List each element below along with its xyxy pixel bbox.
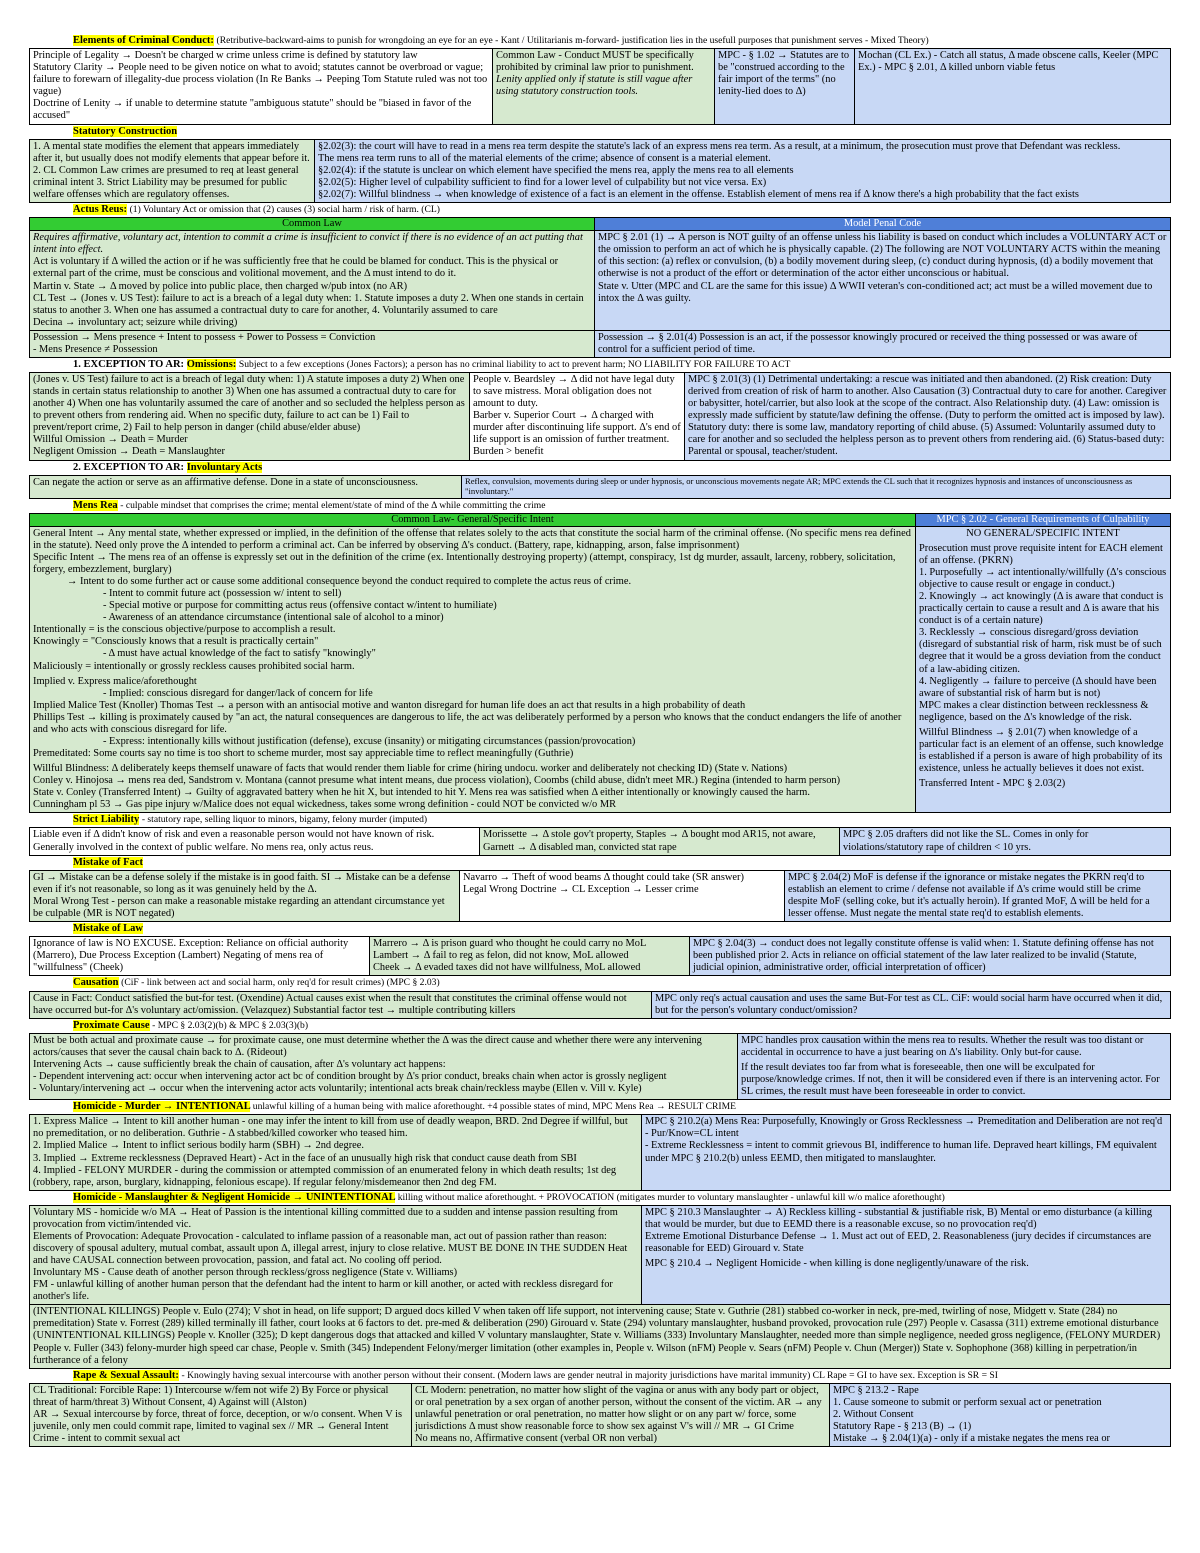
- causation-row: [29, 991, 1171, 1019]
- text-line: Navarro → Theft of wood beams Δ thought could take (SR answer): [463, 871, 744, 883]
- text-line: Knowingly = "Consciously knows that a result is practically certain": [33, 636, 319, 648]
- text-line: Moral Wrong Test - person can make a reasonable mistake regarding an attendant circumstance yet be culpable (MR is NOT negated): [33, 895, 445, 919]
- text-line: GI → Mistake can be a defense solely if the mistake is in good faith. SI → Mistake can be a defense even if it's not reasonable, so long as it was genuinely held by the Δ.: [33, 871, 451, 895]
- section-subtitle: Subject to a few exceptions (Jones Factors); a person has no criminal liability to act to prevent harm; NO LIABILITY FOR FAILURE TO ACT: [238, 358, 791, 370]
- section-header-causation: [29, 976, 1171, 990]
- text-line: Willful Omission → Death = Murder: [33, 434, 188, 446]
- text-line: 3. Recklessly → conscious disregard/gross deviation (disregard of substantial risk of harm, risk must be of such degree that it would be a gross deviation from the conduct of a law-abiding citizen.: [919, 627, 1162, 675]
- text-line: No means no, Affirmative consent (verbal OR non verbal): [415, 1433, 657, 1445]
- text-line: 1. Cause someone to submit or perform sexual act or penetration: [833, 1396, 1102, 1408]
- text-line: CL Traditional: Forcible Rape: 1) Intercourse w/fem not wife 2) By Force or physical threat of harm/threat 3) Without Consent, 4) Against will (Alston): [33, 1384, 389, 1408]
- text-line: 4. Negligently → failure to perceive (Δ should have been aware of substantial risk of harm but is not): [919, 675, 1157, 699]
- section-title: Causation: [73, 977, 119, 989]
- text-line: - Δ must have actual knowledge of the fact to satisfy "knowingly": [103, 648, 376, 660]
- statutory-cl-cell: [30, 140, 315, 202]
- text-line: Mistake → § 2.04(1)(a) - only if a mistake negates the mens rea or: [833, 1433, 1110, 1445]
- section-title: Homicide - Manslaughter & Negligent Homicide → UNINTENTIONAL: [73, 1191, 396, 1203]
- text-line: MPC handles prox causation within the mens rea to results. Whether the result was too distant or accidental in occurrence to have a just bearing on Δ's liability. Only but-for cause.: [741, 1034, 1144, 1058]
- mistake-of-fact-cases-cell: [460, 871, 785, 921]
- manslaughter-row: [29, 1205, 1171, 1306]
- causation-cl-cell: [30, 992, 652, 1018]
- text-line: (INTENTIONAL KILLINGS) People v. Eulo (274); V shot in head, on life support; D argued docs killed V when taken off life support, not intervening cause; State v. Guthrie (281) stabbed co-worker in neck, pre-med, twirling of nose, Midgett v. State (284) no premeditation) State v. Forrest (289) killed terminally ill father, court looks at 6 factors to det. pre-med & deliberation (290) Girouard v. State (294) voluntary manslaughter, husband provoked, provocation rule (297) People v. Casassa (311) extreme emotional disturbance: [33, 1306, 1159, 1330]
- mistake-of-law-mpc-cell: [690, 937, 1170, 975]
- text-line: Mochan (CL Ex.) - Catch all status, Δ made obscene calls, Keeler (MPC Ex.) - MPC § 2.01, Δ killed unborn viable fetus: [858, 50, 1159, 74]
- possession-row: [29, 331, 1171, 358]
- text-line: - Voluntary/intervening act → occur when the intervening actor acts voluntarily; intentional acts break chain/reckless maybe (Ellen v. Vill v. Kyle): [33, 1083, 642, 1095]
- text-line: Voluntary MS - homicide w/o MA → Heat of Passion is the intentional killing committed due to a sudden and intense passion resulting from provocation from victim/intended vic.: [33, 1206, 618, 1230]
- strict-liability-mpc-cell: [840, 828, 1170, 854]
- section-header-mistake-of-law: [29, 922, 1171, 936]
- mistake-of-law-row: [29, 936, 1171, 976]
- text-line: - Dependent intervening act: occur when intervening actor act bc of condition brought by Δ's prior conduct, breaks chain when actor is grossly negligent: [33, 1071, 667, 1083]
- mistake-of-fact-mpc-cell: [785, 871, 1170, 921]
- text-line: - Mens Presence ≠ Possession: [33, 343, 158, 355]
- text-line: MPC § 2.04(3) → conduct does not legally constitute offense is valid when: 1. Statute defining offense has not been published prior 2. Acts in reliance on official statement of the law later realized to be invalid (Statute, judicial opinion, administrative order, official interpretation of officer): [693, 938, 1154, 974]
- text-line: Can negate the action or serve as an affirmative defense. Done in a state of unconsciousness.: [33, 476, 418, 488]
- mens-rea-cl-cell: [30, 514, 916, 813]
- actus-reus-row: [29, 217, 1171, 331]
- rape-row: [29, 1383, 1171, 1447]
- text-line: Barber v. Superior Court → Δ charged with murder after discontinuing life support. Δ's end of life support is an omission of further treatment. Burden > benefit: [473, 410, 681, 458]
- homicide-cases-row: [29, 1305, 1171, 1368]
- omissions-mpc-cell: [685, 373, 1170, 459]
- text-line: Prosecution must prove requisite intent for EACH element of an offense. (PKRN): [919, 542, 1163, 566]
- text-line: Transferred Intent - MPC § 2.03(2): [919, 778, 1066, 790]
- murder-row: [29, 1114, 1171, 1190]
- text-line: MPC § 210.2(a) Mens Rea: Purposefully, Knowingly or Gross Recklessness → Premeditation and Deliberation are not req'd: [645, 1116, 1163, 1128]
- text-line: §2.02(5): Higher level of culpability sufficient to find for a lower level of culpability but not vice versa. Ex): [318, 176, 767, 188]
- text-line: General Intent → Any mental state, whether expressed or implied, in the definition of the offense that relates solely to the acts that constitute the social harm of the criminal offense. (No specific mens rea defined in the statute). Need only prove the Δ intended to perform a criminal act. Can be inferred by observing Δ's conduct. (Battery, rape, kidnapping, arson, false imprisonment): [33, 527, 911, 551]
- column-heading: Common Law- General/Specific Intent: [30, 514, 915, 527]
- involuntary-cl-cell: [30, 476, 462, 498]
- text-line: State v. Utter (MPC and CL are the same for this issue) Δ WWII veteran's con-conditioned act; act must be a willed movement due to intox the Δ was guilty.: [598, 280, 1153, 304]
- text-line: 2. Without Consent: [833, 1408, 914, 1420]
- text-line: Statutory Clarity → People need to be given notice on what to avoid; statutes cannot be overbroad or vague; failure to forewarn of illegality-due process violation (In Re Banks → Peeping Tom Statute ruled was not too vague): [33, 62, 488, 98]
- statutory-mpc-cell: [315, 140, 1170, 202]
- text-line: State v. Conley (Transferred Intent) → Guilty of aggravated battery when he hit X, but intended to hit Y. Mens rea was satisfied when Δ either intentionally or knowingly caused the harm.: [33, 787, 810, 799]
- text-line: Act is voluntary if Δ willed the action or if he was sufficiently free that he could be blamed for conduct. This is the physical or external part of the crime, must be conscious and volitional movement, and the Δ must intend to do it.: [33, 256, 559, 280]
- column-heading: Model Penal Code: [595, 218, 1170, 231]
- text-line: MPC § 2.05 drafters did not like the SL. Comes in only for violations/statutory rape of children < 10 yrs.: [843, 829, 1089, 853]
- text-line: - Express: intentionally kills without justification (defense), excuse (insanity) or mitigating circumstances (passion/provocation): [103, 735, 636, 747]
- section-header-involuntary: [29, 461, 1171, 475]
- text-line: MPC § 2.01(3) (1) Detrimental undertaking: a rescue was initiated and then abandoned. (2) Risk creation: Duty derived from creation of risk of harm to another. Also Causation (3) Contractual duty to care for another. Caregiver or babysitter, hotel/carrier, but also look at the scope of the contract. Also Relationship duty. (4) Law: omission is expressly made sufficient by statute/law defining the offense. (Duty to perform the omitted act is imposed by law). Statutory duty: there is some law, mandatory reporting of child abuse. (5) Assumed: Voluntarily assumed duty to care for another and so secluded the helpless person as to prevent others from rendering aid. (6) Status-based duty: Parental or spousal, teacher/student.: [688, 374, 1167, 458]
- text-line: Requires affirmative, voluntary act, intention to commit a crime is insufficient to convict if there is no evidence of an act putting that intent into effect.: [33, 232, 583, 256]
- section-header-proximate-cause: [29, 1019, 1171, 1033]
- text-line: (Jones v. US Test) failure to act is a breach of legal duty when: 1) A statute imposes a duty 2) When one stands in certain status relationship to another 3) When one has assumed a contractual duty to care for another 4) When one has voluntarily assumed the care of another and so secluded the helpless person as to prevent others from rendering aid. When no specific duty, failure to act can be 1) Fail to prevent/report crime, 2) Fail to help person in danger (child abuse/elder abuse): [33, 374, 465, 434]
- section-title: Actus Reus:: [73, 204, 127, 216]
- text-line: - Special motive or purpose for committing actus reus (offensive contact w/intent to humiliate): [103, 600, 497, 612]
- text-line: AR → Sexual intercourse by force, threat of force, deception, or w/o consent. When V is juvenile, only men could commit rape, limited to vaginal sex // MR → General Intent Crime - intent to commit sexual act: [33, 1408, 403, 1445]
- text-line: MPC § 2.01 (1) → A person is NOT guilty of an offense unless his liability is based on conduct which includes a VOLUNTARY ACT or the omission to perform an act of which he is physically capable. (2) The following are NOT VOLUNTARY ACTS within the meaning of this section: (a) reflex or convulsion, (b) a bodily movement during sleep, (c) conduct during hypnosis, (d) a bodily movement that otherwise is not a product of the effort or determination of the actor either unconscious or habitual.: [598, 232, 1167, 280]
- strict-liability-cases-cell: [480, 828, 840, 854]
- text-line: Lenity applied only if statute is still vague after using statutory construction tools.: [496, 74, 693, 98]
- text-line: Ignorance of law is NO EXCUSE. Exception: Reliance on official authority (Marrero), Due Process Exception (Lambert) Negating of mens rea of "willfulness" (Cheek): [33, 938, 349, 974]
- section-header-rape: [29, 1369, 1171, 1383]
- section-title: Rape & Sexual Assault:: [73, 1369, 179, 1381]
- text-line: People v. Beardsley → Δ did not have legal duty to save mistress. Moral obligation does not amount to duty.: [473, 374, 675, 410]
- section-subtitle: unlawful killing of a human being with malice aforethought. +4 possible states of mind, MPC Mens Rea → RESULT CRIME: [252, 1101, 736, 1113]
- text-line: MPC only req's actual causation and uses the same But-For test as CL. CiF: would social harm have occurred when it did, but for the person's voluntary conduct/omission?: [655, 992, 1163, 1016]
- text-line: Cheek → Δ evaded taxes did not have willfulness, MoL allowed: [373, 962, 641, 974]
- section-header-mens-rea: [29, 499, 1171, 513]
- elements-common-law-cell: [493, 49, 715, 123]
- text-line: Elements of Provocation: Adequate Provocation - calculated to inflame passion of a reasonable man, act out of passion rather than reason: discovery of spousal adultery, mutual combat, assault upon Δ, illegal arrest, injury to close relative. MUST BE DONE IN THE SUDDEN Heat and have CAUSAL connection between provocation, passion, and fatal act. No cooling off period.: [33, 1230, 628, 1267]
- elements-row: [29, 48, 1171, 124]
- text-line: Phillips Test → killing is proximately caused by "an act, the natural consequences are dangerous to life, the act was deliberately performed by a person who knows that the conduct endangers the life of another and who acts with conscious disregard for life.: [33, 711, 902, 735]
- text-line: Liable even if Δ didn't know of risk and even a reasonable person would not have known of risk. Generally involved in the context of public welfare. No mens rea, only actus reus.: [33, 829, 435, 853]
- text-line: Premeditated: Some courts say no time is too short to scheme murder, most say appreciable time to reflect meaningfully (Guthrie): [33, 747, 574, 759]
- involuntary-row: [29, 475, 1171, 499]
- section-title: Proximate Cause: [73, 1019, 150, 1031]
- section-title: Mistake of Fact: [73, 856, 143, 868]
- section-header-mistake-of-fact: [29, 856, 1171, 870]
- text-line: Willful Blindness → § 2.01(7) when knowledge of a particular fact is an element of an offense, such knowledge is established if a person is aware of high probability of its existence, unless he actually believes it does not exist.: [919, 726, 1164, 775]
- murder-mpc-cell: [642, 1115, 1170, 1189]
- murder-cl-cell: [30, 1115, 642, 1189]
- strict-liability-row: [29, 827, 1171, 855]
- section-subtitle: - culpable mindset that comprises the crime; mental element/state of mind of the Δ while committing the crime: [120, 499, 546, 511]
- text-line: CL Modern: penetration, no matter how slight of the vagina or anus with any body part or object, or oral penetration by a sex organ of another person, without the consent of the victim. AR → any unlawful penetration or oral penetration, no matter how slight or on any part w/ force, some jurisdictions Δ must show reasonable force to show sex against V's will // MR → GI Crime: [415, 1384, 822, 1433]
- text-line: Possession → Mens presence + Intent to possess + Power to Possess = Conviction: [33, 331, 376, 343]
- text-line: Decina → involuntary act; seizure while driving): [33, 316, 238, 328]
- mistake-of-fact-cl-cell: [30, 871, 460, 921]
- section-subtitle: - Knowingly having sexual intercourse with another person without their consent. (Modern laws are gender neutral in majority jurisdictions have marital immunity) CL Rape = GI to have sex. Exception is SR = SI: [181, 1369, 998, 1381]
- text-line: - Implied: conscious disregard for danger/lack of concern for life: [103, 687, 373, 699]
- section-subtitle: - statutory rape, selling liquor to minors, bigamy, felony murder (imputed): [141, 814, 428, 826]
- mens-rea-mpc-cell: [916, 514, 1170, 813]
- text-line: MPC § 210.4 → Negligent Homicide - when killing is done negligently/unaware of the risk.: [645, 1258, 1029, 1270]
- text-line: (UNINTENTIONAL KILLINGS) People v. Knoller (325); D kept dangerous dogs that attacked and killed V voluntary manslaughter, State v. Williams (333) Involuntary Manslaughter, needed more than simple negligence, needed gross negligence, (FELONY MURDER) People v. Fuller (343) felony-murder high speed car chase, People v. Smith (345) Independent Felony/merger limitation (other examples in, People v. Wilson (nFM) People v. Sears (nFM) People v. Chun (Merger)) State v. Sophophone (368) killing in perpetration/in furtherance of a felony: [33, 1330, 1161, 1366]
- text-line: Negligent Omission → Death = Manslaughter: [33, 446, 225, 458]
- text-line: Lambert → Δ fail to reg as felon, did not know, MoL allowed: [373, 950, 629, 962]
- statutory-row: [29, 139, 1171, 203]
- section-title: Elements of Criminal Conduct:: [73, 35, 214, 46]
- section-subtitle: - MPC § 2.03(2)(b) & MPC § 2.03(3)(b): [152, 1019, 309, 1031]
- text-line: Willful Blindness: Δ deliberately keeps themself unaware of facts that would render them liable for crime (hiring undocu. worker and deliberately not checking ID) (State v. Nations): [33, 763, 788, 775]
- section-header-murder: [29, 1100, 1171, 1114]
- column-heading: MPC § 2.02 - General Requirements of Culpability: [916, 514, 1170, 527]
- text-line: Intervening Acts → cause sufficiently break the chain of causation, after Δ's voluntary act happens:: [33, 1058, 446, 1070]
- manslaughter-cl-cell: [30, 1206, 642, 1305]
- text-line: 2. Knowingly → act knowingly (Δ is aware that conduct is practically certain to cause a result and Δ is aware that his conduct is of a certain nature): [919, 591, 1164, 627]
- actus-reus-mpc-cell: [595, 218, 1170, 330]
- section-lead: 1. EXCEPTION TO AR:: [73, 358, 185, 370]
- possession-cl-cell: [30, 331, 595, 357]
- text-line: §2.02(7): Willful blindness → when knowledge of existence of a fact is an element in the offense. Establish element of mens rea if Δ know there's a high probability that the fact exists: [318, 188, 1079, 200]
- text-line: Possession → § 2.01(4) Possession is an act, if the possessor knowingly procured or received the thing possessed or was aware of control for a sufficient period of time.: [598, 331, 1138, 355]
- causation-mpc-cell: [652, 992, 1170, 1018]
- mens-rea-row: [29, 513, 1171, 814]
- text-line: Statutory Rape - § 213 (B) → (1): [833, 1421, 972, 1433]
- text-line: If the result deviates too far from what is foreseeable, then one will be exculpated for purpose/knowledge crimes. If not, then it will be considered even if there is an intervening actor. For SL crimes, the result must have been foreseeable in order to convict.: [741, 1061, 1160, 1098]
- text-line: §2.02(3): the court will have to read in a mens rea term despite the statute's lack of an express mens rea term. As a result, at a minimum, the prosecution must prove that Defendant was reckless.: [318, 140, 1121, 152]
- elements-principles-cell: [30, 49, 493, 123]
- text-line: 1. Purposefully → act intentionally/willfully (Δ's conscious objective to cause result or engage in conduct.): [919, 567, 1167, 591]
- text-line: - Extreme Recklessness = intent to commit grievous BI, indifference to human life. Depraved heart killings, FM equivalent under MPC § 210.2(b) unless EEMD, then mitigated to manslaughter.: [645, 1140, 1157, 1164]
- section-title: Homicide - Murder → INTENTIONAL: [73, 1101, 251, 1113]
- section-title: Strict Liability: [73, 814, 140, 826]
- proximate-cause-cl-cell: [30, 1034, 738, 1099]
- section-header-manslaughter: [29, 1191, 1171, 1205]
- text-line: MPC § 210.3 Manslaughter → A) Reckless killing - substantial & justifiable risk, B) Mental or emo disturbance (a killing that would be murder, but due to EEMD there is a reasonable excuse, so no provocation req'd): [645, 1206, 1153, 1230]
- text-line: MPC - § 1.02 → Statutes are to be "construed according to the fair import of the terms" (no lenity-lied does to Δ): [718, 50, 850, 98]
- section-header-actus-reus: [29, 203, 1171, 217]
- text-line: Involuntary MS - Cause death of another person through reckless/gross negligence (State v. Williams): [33, 1267, 458, 1279]
- omissions-test-cell: [30, 373, 470, 459]
- text-line: Must be both actual and proximate cause → for proximate cause, one must determine whether the Δ was the direct cause and whether there were any intervening actors/causes that sever the causal chain back to Δ. (Rideout): [33, 1034, 702, 1058]
- text-line: - Intent to commit future act (possession w/ intent to sell): [103, 588, 342, 600]
- text-line: Common Law - Conduct MUST be specifically prohibited by criminal law prior to punishment.: [496, 50, 694, 74]
- section-subtitle: (1) Voluntary Act or omission that (2) causes (3) social harm / risk of harm. (CL): [129, 204, 440, 216]
- mistake-of-fact-row: [29, 870, 1171, 922]
- mistake-of-law-cases-cell: [370, 937, 690, 975]
- section-header-statutory: [29, 125, 1171, 139]
- section-title: Omissions:: [186, 358, 237, 370]
- mistake-of-law-cl-cell: [30, 937, 370, 975]
- text-line: Implied Malice Test (Knoller) Thomas Test → a person with an antisocial motive and wanton disregard for human life does an act that results in a high probability of death: [33, 699, 746, 711]
- elements-mpc-cell: [715, 49, 855, 123]
- section-subtitle: killing without malice aforethought. + PROVOCATION (mitigates murder to voluntary manslaughter - unlawful kill w/o malice aforethought): [397, 1191, 945, 1203]
- text-line: The mens rea term runs to all of the material elements of the crime; absence of consent is a material element.: [318, 152, 771, 164]
- text-line: Specific Intent → The mens rea of an offense is expressly set out in the definition of the crime (ex. Intentionally destroying property) (attempt, conspiracy, 1st dg murder, assault, larceny, robbery, solicitation, forgery, embezzlement, burglary): [33, 551, 896, 576]
- text-line: 2. Implied Malice → Intent to inflict serious bodily harm (SBH) → 2nd degree.: [33, 1140, 364, 1152]
- text-line: FM - unlawful killing of another human person that the defendant had the intent to harm or kill another, or acted with reckless disregard for another's life.: [33, 1279, 613, 1303]
- omissions-row: [29, 372, 1171, 460]
- section-header-omissions: [29, 358, 1171, 372]
- section-title: Mens Rea: [73, 499, 118, 511]
- text-line: Doctrine of Lenity → if unable to determine statute "ambiguous statute" should be "biased in favor of the accused": [33, 98, 472, 122]
- omissions-cases-cell: [470, 373, 685, 459]
- text-line: Intentionally = is the conscious objective/purpose to accomplish a result.: [33, 624, 336, 636]
- actus-reus-cl-cell: [30, 218, 595, 330]
- rape-cl-traditional-cell: [30, 1384, 412, 1446]
- section-lead: 2. EXCEPTION TO AR:: [73, 461, 185, 473]
- text-line: 3. Implied → Extreme recklessness (Depraved Heart) - Act in the face of an unusually high risk that conduct cause death from SBI: [33, 1152, 577, 1164]
- text-line: Conley v. Hinojosa → mens rea ded, Sandstrom v. Montana (cannot presume what intent means, due process violation), Coombs (child abuse, didn't meet MR.) Regina (intended to harm person): [33, 775, 841, 787]
- text-line: 4. Implied - FELONY MURDER - during the commission or attempted commission of an enumerated felony in which death results; 1st deg (robbery, rape, arson, burglary, kidnapping, felonious escape). If regular felony/misdemeanor then 2nd deg FM.: [33, 1164, 617, 1188]
- section-title: Statutory Construction: [73, 125, 178, 137]
- text-line: §2.02(4): if the statute is unclear on which element have specified the mens rea, apply the mens rea to all elements: [318, 164, 794, 176]
- text-line: CL Test → (Jones v. US Test): failure to act is a breach of a legal duty when: 1. Statute imposes a duty 2. When one stands in certain status to another 3. When one has assumed a contractual duty to care for another, 4. Voluntarily assumed to care: [33, 292, 584, 316]
- column-heading: Common Law: [30, 218, 594, 231]
- text-line: Extreme Emotional Disturbance Defense → 1. Must act out of EED, 2. Reasonableness (jury decides if circumstances are reasonable for EED) Girouard v. State: [645, 1230, 1152, 1255]
- text-line: MPC § 2.04(2) MoF is defense if the ignorance or mistake negates the PKRN req'd to establish an element to crime / defense not available if Δ's crime would still be crime despite MoF (selling coke, but it's actually heroin). If granted MoF, Δ will be held for a lesser offense. Must negate the mental state req'd to establish elements.: [788, 871, 1150, 919]
- text-line: NO GENERAL/SPECIFIC INTENT: [966, 527, 1120, 539]
- possession-mpc-cell: [595, 331, 1170, 357]
- text-line: Maliciously = intentionally or grossly reckless causes prohibited social harm.: [33, 660, 355, 672]
- text-line: Reflex, convulsion, movements during sleep or under hypnosis, or unconscious movements negate AR; MPC extends the CL such that it recognizes hypnosis and instances of unconsciousness as "involuntary.": [465, 475, 1133, 496]
- text-line: Martin v. State → Δ moved by police into public place, then charged w/pub intox (no AR): [33, 280, 408, 292]
- text-line: Cause in Fact: Conduct satisfied the but-for test. (Oxendine) Actual causes exist when the result that constitutes the criminal offense would not have occurred but-for Δ's voluntary act/omission. (Velazquez) Substantial factor test → multiple contributing killers: [33, 992, 627, 1016]
- section-header-strict-liability: [29, 813, 1171, 827]
- text-line: Principle of Legality → Doesn't be charged w crime unless crime is defined by statutory law: [33, 50, 418, 62]
- section-subtitle: (Retributive-backward-aims to punish for wrongdoing an eye for an eye - Kant / Utilitarianis m-forward- justification lies in the usefull purposes that punishment serves - Mixed Theory): [216, 35, 929, 46]
- involuntary-mpc-cell: [462, 476, 1170, 498]
- rape-mpc-cell: [830, 1384, 1170, 1446]
- text-line: - Awareness of an attendance circumstance (intentional sale of alcohol to a minor): [103, 612, 444, 624]
- section-title: Involuntary Acts: [186, 461, 263, 473]
- text-line: Morissette → Δ stole gov't property, Staples → Δ bought mod AR15, not aware, Garnett → Δ disabled man, convicted stat rape: [483, 829, 816, 853]
- text-line: 1. A mental state modifies the element that appears immediately after it, but usually does not modify elements that appear before it. 2. CL Common Law crimes are presumed to req at least general criminal intent 3. Strict Liability may be presumed for public welfare offenses which are regulatory offenses.: [33, 140, 310, 200]
- text-line: - Pur/Know=CL intent: [645, 1128, 739, 1140]
- text-line: Cunningham pl 53 → Gas pipe injury w/Malice does not equal wickedness, takes some wrong definition - could NOT be convicted w/o MR: [33, 799, 617, 811]
- proximate-cause-mpc-cell: [738, 1034, 1170, 1099]
- text-line: Legal Wrong Doctrine → CL Exception → Lesser crime: [463, 883, 699, 895]
- manslaughter-mpc-cell: [642, 1206, 1170, 1305]
- text-line: MPC § 213.2 - Rape: [833, 1384, 919, 1396]
- text-line: Marrero → Δ is prison guard who thought he could carry no MoL: [373, 938, 647, 950]
- strict-liability-cl-cell: [30, 828, 480, 854]
- proximate-cause-row: [29, 1033, 1171, 1100]
- section-header-elements: [29, 34, 1171, 48]
- section-subtitle: (CiF - link between act and social harm, only req'd for result crimes) (MPC § 2.03): [121, 977, 440, 989]
- rape-cl-modern-cell: [412, 1384, 830, 1446]
- text-line: → Intent to do some further act or cause some additional consequence beyond the conduct required to complete the actus reus of crime.: [67, 576, 632, 588]
- elements-cases-cell: [855, 49, 1170, 123]
- text-line: 1. Express Malice → Intent to kill another human - one may infer the intent to kill from use of deadly weapon, BRD. 2nd Degree if willful, but no premeditation, or no deliberation. Guthrie - Δ stabbed/killed coworker who teased him.: [33, 1116, 628, 1140]
- section-title: Mistake of Law: [73, 923, 143, 934]
- homicide-cases-cell: [30, 1305, 1170, 1367]
- text-line: Implied v. Express malice/aforethought: [33, 675, 197, 687]
- text-line: MPC makes a clear distinction between recklessness & negligence, based on the Δ's knowledge of the risk.: [919, 699, 1149, 723]
